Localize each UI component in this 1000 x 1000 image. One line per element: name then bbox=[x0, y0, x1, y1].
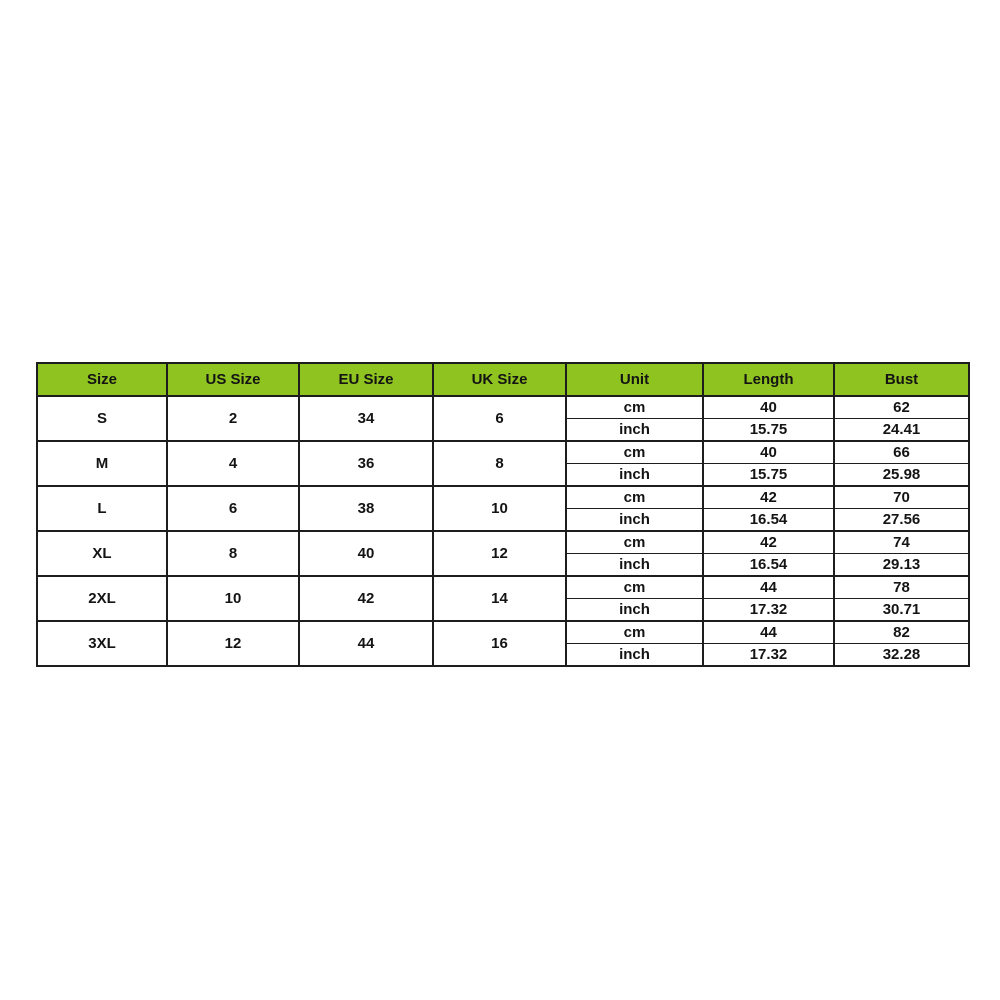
column-header-eu-size: EU Size bbox=[299, 363, 433, 396]
length-cell: 16.54 bbox=[703, 509, 834, 532]
us-size-cell: 6 bbox=[167, 486, 299, 531]
size-row-cm bbox=[37, 576, 969, 599]
length-cell: 42 bbox=[703, 531, 834, 554]
unit-cell: cm bbox=[566, 441, 703, 464]
bust-cell: 27.56 bbox=[834, 509, 969, 532]
length-cell: 40 bbox=[703, 396, 834, 419]
bust-cell: 24.41 bbox=[834, 419, 969, 442]
length-cell: 17.32 bbox=[703, 644, 834, 667]
bust-cell: 78 bbox=[834, 576, 969, 599]
length-cell: 44 bbox=[703, 621, 834, 644]
length-cell: 42 bbox=[703, 486, 834, 509]
eu-size-cell: 38 bbox=[299, 486, 433, 531]
size-row-cm bbox=[37, 486, 969, 509]
bust-cell: 66 bbox=[834, 441, 969, 464]
size-cell: M bbox=[37, 441, 167, 486]
column-header-bust: Bust bbox=[834, 363, 969, 396]
unit-cell: inch bbox=[566, 599, 703, 622]
unit-cell: inch bbox=[566, 644, 703, 667]
size-row-cm bbox=[37, 441, 969, 464]
us-size-cell: 12 bbox=[167, 621, 299, 666]
uk-size-cell: 14 bbox=[433, 576, 566, 621]
unit-cell: inch bbox=[566, 464, 703, 487]
eu-size-cell: 44 bbox=[299, 621, 433, 666]
column-header-unit: Unit bbox=[566, 363, 703, 396]
eu-size-cell: 36 bbox=[299, 441, 433, 486]
column-header-us-size: US Size bbox=[167, 363, 299, 396]
column-header-uk-size: UK Size bbox=[433, 363, 566, 396]
unit-cell: inch bbox=[566, 419, 703, 442]
bust-cell: 70 bbox=[834, 486, 969, 509]
column-header-size: Size bbox=[37, 363, 167, 396]
length-cell: 40 bbox=[703, 441, 834, 464]
uk-size-cell: 8 bbox=[433, 441, 566, 486]
bust-cell: 74 bbox=[834, 531, 969, 554]
size-chart-table bbox=[36, 362, 970, 667]
us-size-cell: 4 bbox=[167, 441, 299, 486]
length-cell: 15.75 bbox=[703, 419, 834, 442]
size-cell: S bbox=[37, 396, 167, 441]
bust-cell: 32.28 bbox=[834, 644, 969, 667]
size-table-body bbox=[37, 396, 969, 666]
length-cell: 16.54 bbox=[703, 554, 834, 577]
uk-size-cell: 16 bbox=[433, 621, 566, 666]
size-row-cm bbox=[37, 531, 969, 554]
unit-cell: cm bbox=[566, 576, 703, 599]
header-row bbox=[37, 363, 969, 396]
bust-cell: 29.13 bbox=[834, 554, 969, 577]
uk-size-cell: 6 bbox=[433, 396, 566, 441]
bust-cell: 62 bbox=[834, 396, 969, 419]
size-row-cm bbox=[37, 396, 969, 419]
size-row-cm bbox=[37, 621, 969, 644]
size-cell: XL bbox=[37, 531, 167, 576]
unit-cell: inch bbox=[566, 509, 703, 532]
eu-size-cell: 42 bbox=[299, 576, 433, 621]
length-cell: 15.75 bbox=[703, 464, 834, 487]
eu-size-cell: 34 bbox=[299, 396, 433, 441]
column-header-length: Length bbox=[703, 363, 834, 396]
bust-cell: 30.71 bbox=[834, 599, 969, 622]
unit-cell: cm bbox=[566, 531, 703, 554]
size-cell: 3XL bbox=[37, 621, 167, 666]
uk-size-cell: 12 bbox=[433, 531, 566, 576]
eu-size-cell: 40 bbox=[299, 531, 433, 576]
unit-cell: cm bbox=[566, 486, 703, 509]
us-size-cell: 2 bbox=[167, 396, 299, 441]
unit-cell: cm bbox=[566, 621, 703, 644]
length-cell: 17.32 bbox=[703, 599, 834, 622]
us-size-cell: 8 bbox=[167, 531, 299, 576]
unit-cell: inch bbox=[566, 554, 703, 577]
size-cell: L bbox=[37, 486, 167, 531]
uk-size-cell: 10 bbox=[433, 486, 566, 531]
length-cell: 44 bbox=[703, 576, 834, 599]
unit-cell: cm bbox=[566, 396, 703, 419]
size-cell: 2XL bbox=[37, 576, 167, 621]
bust-cell: 25.98 bbox=[834, 464, 969, 487]
us-size-cell: 10 bbox=[167, 576, 299, 621]
bust-cell: 82 bbox=[834, 621, 969, 644]
